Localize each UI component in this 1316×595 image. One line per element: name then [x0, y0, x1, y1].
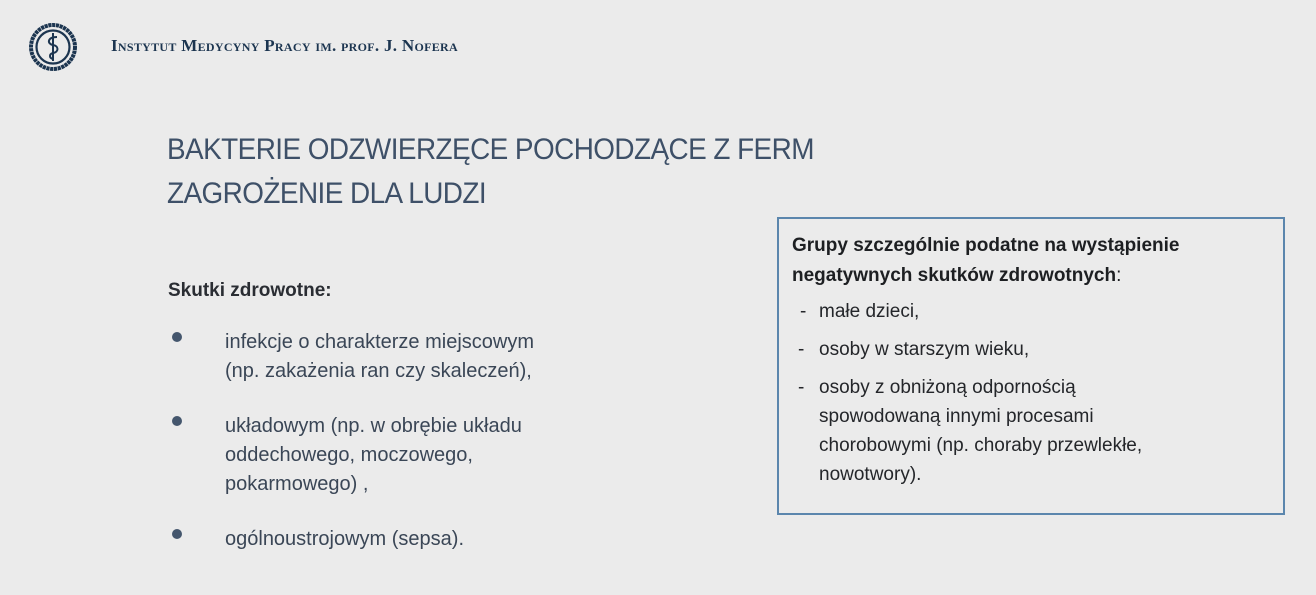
list-item-text: ogólnoustrojowym (sepsa). [225, 528, 464, 550]
health-effects-section [168, 280, 648, 580]
dash-bullet-icon: - [800, 301, 807, 322]
health-effects-heading: Skutki zdrowotne: [168, 280, 332, 301]
heading-line [792, 261, 1273, 291]
dash-bullet-icon: - [798, 339, 805, 360]
list-item-text: spowodowaną innymi procesami [819, 406, 1094, 427]
list-item-text: oddechowego, moczowego, [225, 444, 473, 466]
list-item-text: pokarmowego) , [225, 473, 369, 495]
heading-text: negatywnych skutków zdrowotnych [792, 265, 1117, 286]
health-effects-list [168, 328, 648, 554]
title-line-2: ZAGROŻENIE DLA LUDZI [167, 177, 487, 210]
list-item-text: infekcje o charakterze miejscowym [225, 331, 534, 353]
list-item-text: osoby w starszym wieku, [819, 339, 1030, 360]
bullet-icon [172, 416, 182, 426]
page-title [167, 128, 814, 216]
list-item [168, 328, 648, 386]
list-item [792, 373, 1273, 489]
vulnerable-groups-box [777, 217, 1285, 515]
institute-name: Instytut Medycyny Pracy im. prof. J. Nofera [111, 36, 458, 55]
header [28, 22, 458, 72]
bullet-icon [172, 332, 182, 342]
list-item-text: osoby z obniżoną odpornością [819, 377, 1076, 398]
list-item [168, 412, 648, 499]
title-line-1: BAKTERIE ODZWIERZĘCE POCHODZĄCE Z FERM [167, 133, 814, 166]
vulnerable-groups-heading [792, 231, 1273, 291]
dash-bullet-icon: - [798, 377, 805, 398]
list-item-text: małe dzieci, [819, 301, 920, 322]
list-item-text: (np. zakażenia ran czy skaleczeń), [225, 360, 532, 382]
bullet-icon [172, 529, 182, 539]
vulnerable-groups-list [792, 297, 1273, 489]
heading-line: Grupy szczególnie podatne na wystąpienie [792, 235, 1180, 256]
list-item-text: nowotwory). [819, 464, 922, 485]
list-item-text: chorobowymi (np. choraby przewlekłe, [819, 435, 1143, 456]
list-item-text: układowym (np. w obrębie układu [225, 415, 522, 437]
list-item [168, 525, 648, 554]
list-item [792, 335, 1273, 365]
caduceus-seal-icon [28, 22, 78, 72]
list-item [792, 297, 1273, 327]
heading-colon: : [1116, 265, 1122, 286]
